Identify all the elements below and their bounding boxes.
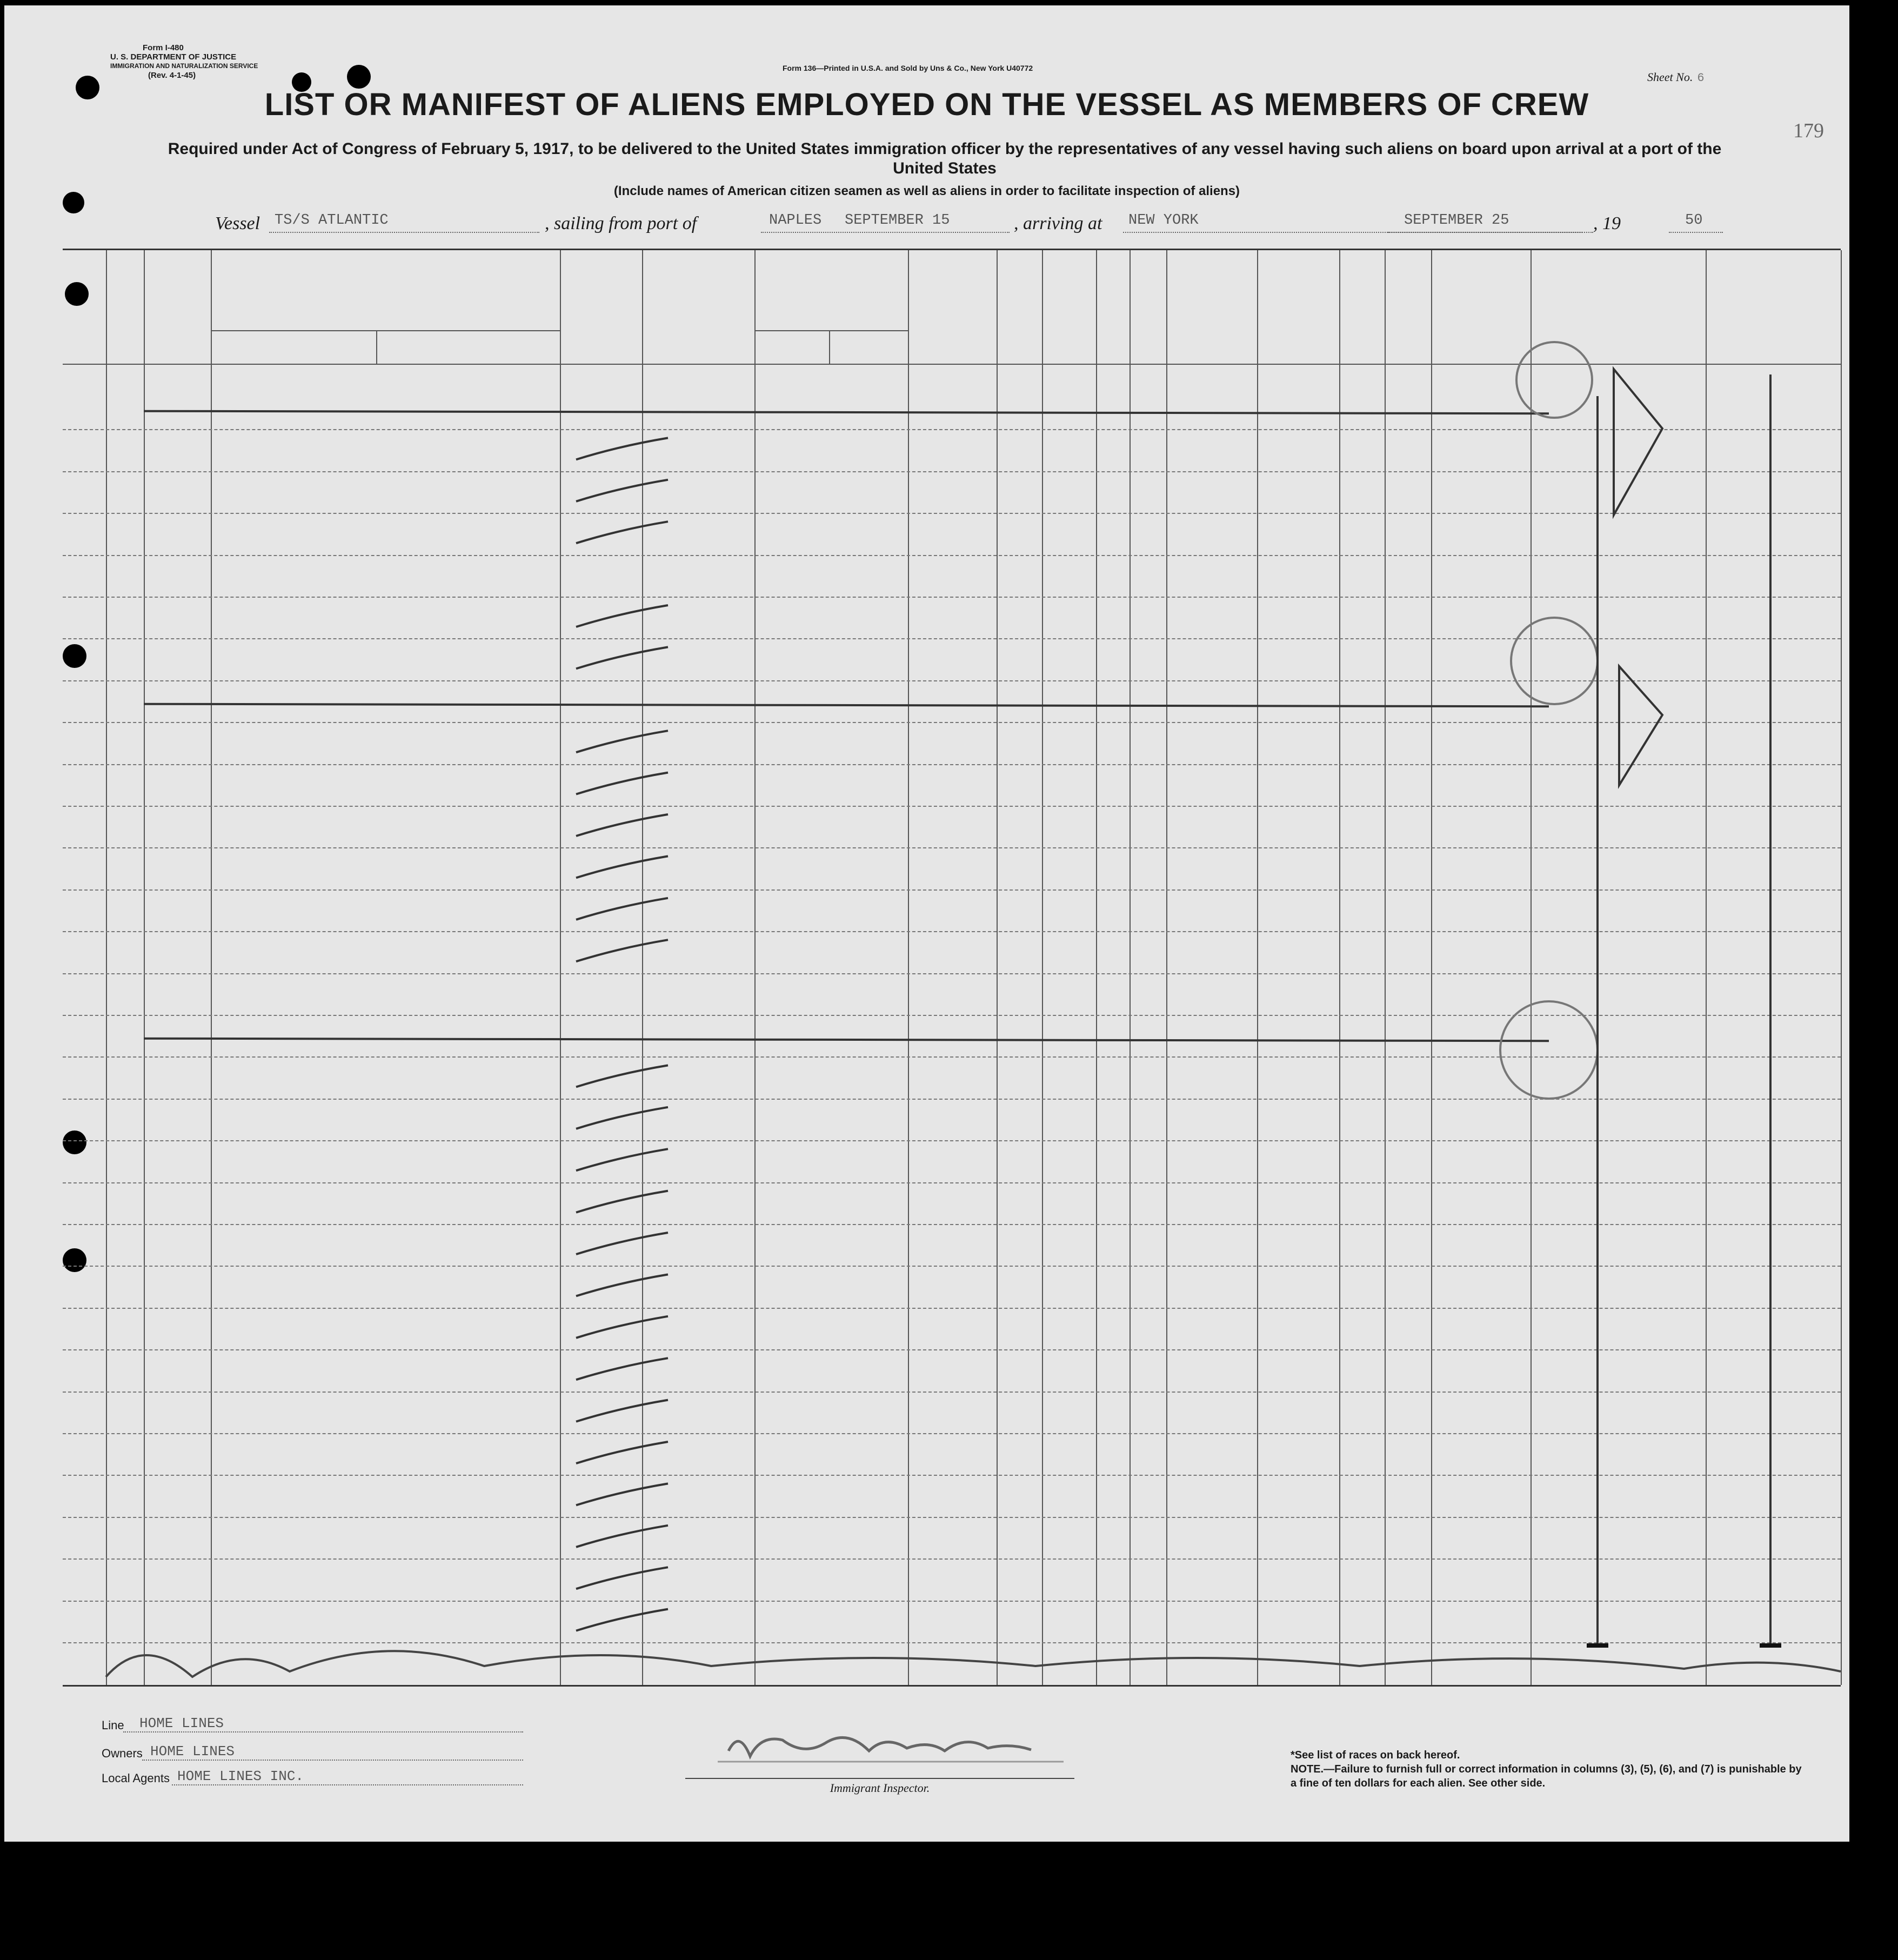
instruction-text: (Include names of American citizen seamen as well as aliens in order to facilitate inspection of aliens)	[613, 184, 1240, 198]
closing-wave	[106, 1651, 1841, 1677]
owners-row	[102, 1743, 235, 1761]
vessel-name: TS/S ATLANTIC	[275, 212, 389, 229]
table-row	[63, 641, 1841, 683]
vessel-label: Vessel	[215, 213, 260, 233]
table-row	[63, 1520, 1841, 1562]
agents-label: Local Agents	[102, 1771, 170, 1785]
line-value: HOME LINES	[139, 1715, 224, 1731]
owners-label: Owners	[102, 1747, 143, 1760]
footnote: *See list of races on back hereof. NOTE.—Failure to furnish full or correct information in columns (3), (5), (6), and (7) is punishable by a fine of ten dollars for each alien. See other side.	[1291, 1749, 1802, 1789]
sheet-number: Sheet No. 6	[1647, 70, 1705, 85]
table-row	[63, 1436, 1841, 1478]
table-row	[63, 1143, 1841, 1185]
table-row	[63, 1186, 1841, 1227]
manifest-sheet	[4, 5, 1849, 1842]
punch-hole	[347, 65, 371, 89]
arrival-date: SEPTEMBER 25	[1404, 212, 1509, 229]
name-subheader-rule	[211, 330, 560, 331]
shipped-subheader-rule	[754, 330, 908, 331]
inspector-caption: Immigrant Inspector.	[685, 1778, 1074, 1795]
voyage-line	[215, 213, 1782, 235]
table-row	[63, 1395, 1841, 1436]
table-row	[63, 1227, 1841, 1269]
voyage-year: 50	[1685, 212, 1703, 229]
table-row	[63, 893, 1841, 934]
agents-value: HOME LINES INC.	[177, 1768, 304, 1784]
table-row	[63, 725, 1841, 767]
printer-credit: Form 136—Printed in U.S.A. and Sold by Uns & Co., New York U40772	[783, 64, 1033, 72]
line-row	[102, 1715, 224, 1732]
table-row	[63, 1102, 1841, 1143]
owners-value: HOME LINES	[150, 1743, 235, 1760]
table-row	[63, 1060, 1841, 1101]
table-row	[63, 1478, 1841, 1520]
line-label: Line	[102, 1718, 124, 1732]
shipped-divider	[829, 330, 830, 364]
table-row	[63, 851, 1841, 892]
arriving-label: , arriving at	[1014, 213, 1102, 233]
table-row	[63, 474, 1841, 516]
table-row	[63, 600, 1841, 641]
sailing-label: , sailing from port of	[545, 213, 697, 233]
year-prefix: , 19	[1593, 213, 1621, 233]
table-row	[63, 1604, 1841, 1645]
table-row	[63, 809, 1841, 851]
departure-date: SEPTEMBER 15	[845, 212, 950, 229]
table-row	[63, 1311, 1841, 1353]
form-identifier: Form I-480 U. S. DEPARTMENT OF JUSTICE IMMIGRATION AND NATURALIZATION SERVICE (Rev. 4-1-45)	[110, 43, 258, 80]
table-row	[63, 767, 1841, 809]
table-row	[63, 1353, 1841, 1394]
agents-row	[102, 1768, 304, 1785]
departure-port: NAPLES	[769, 212, 822, 229]
column-rule	[1841, 250, 1842, 1685]
table-row	[63, 432, 1841, 474]
inspector-signature	[707, 1718, 1074, 1778]
crew-manifest-table	[63, 249, 1841, 1687]
header-rule	[63, 364, 1841, 365]
legal-requirement-text: Required under Act of Congress of February 5, 1917, to be delivered to the United States immigration officer by the representatives of any vessel having such aliens on board upon arrival at a port of the United States	[168, 140, 1722, 177]
table-row	[63, 934, 1841, 976]
table-row	[63, 516, 1841, 558]
name-divider	[376, 330, 377, 364]
arrival-port: NEW YORK	[1128, 212, 1199, 229]
page-stamp-number: 179	[1793, 119, 1824, 142]
table-row	[63, 1269, 1841, 1310]
page-title: LIST OR MANIFEST OF ALIENS EMPLOYED ON THE VESSEL AS MEMBERS OF CREW	[264, 87, 1589, 122]
table-row	[63, 1562, 1841, 1603]
table-row	[63, 976, 1841, 1018]
table-row	[63, 558, 1841, 600]
